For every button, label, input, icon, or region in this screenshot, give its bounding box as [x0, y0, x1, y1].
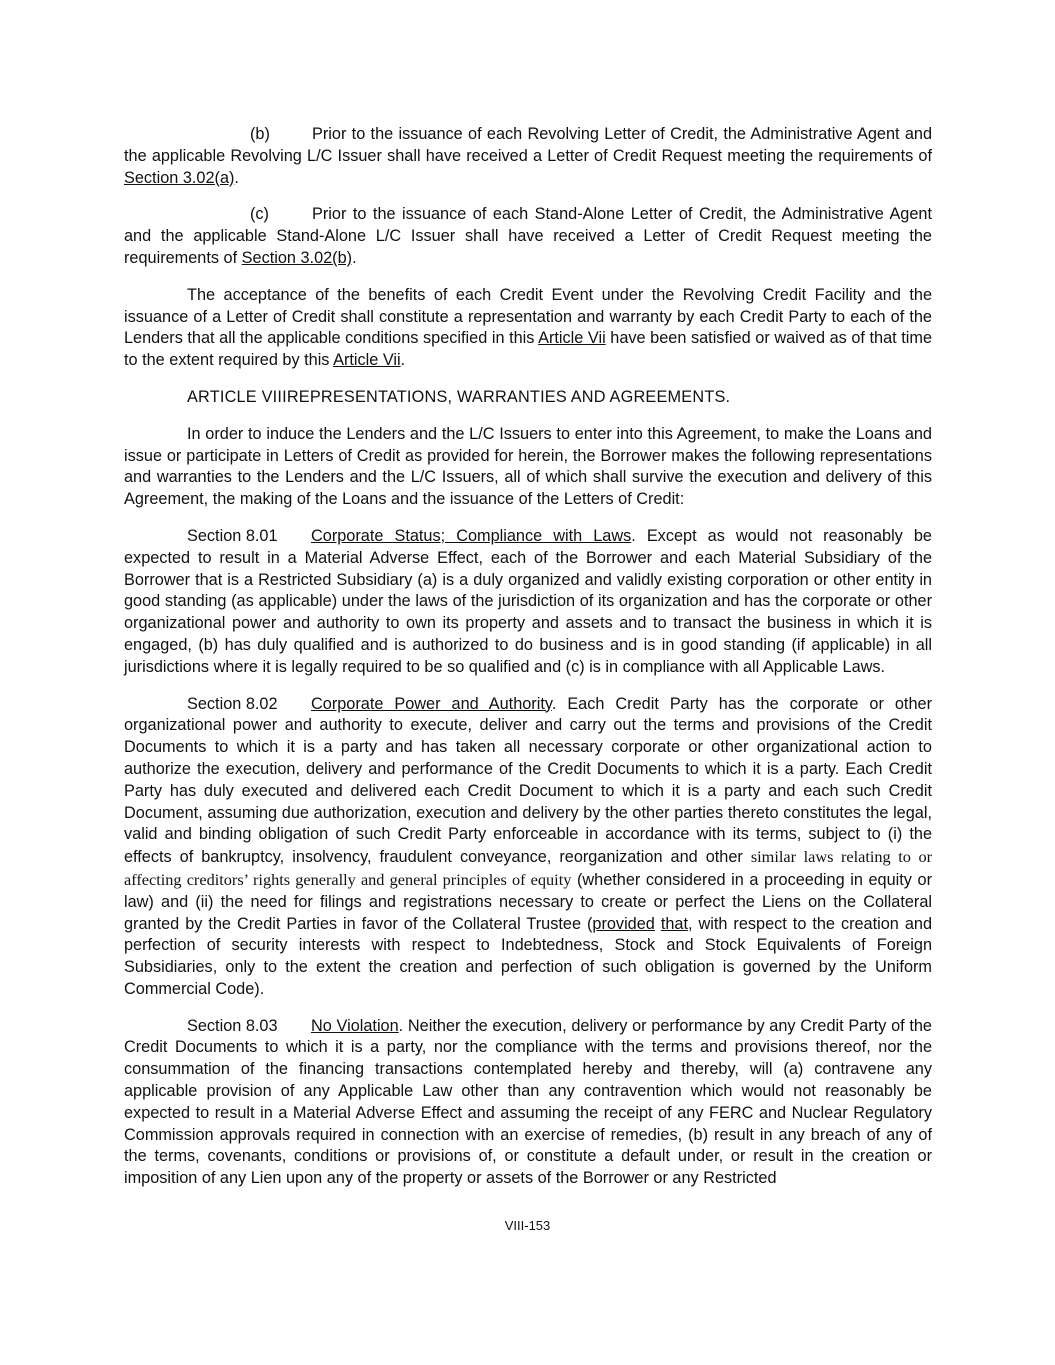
section-text: . Neither the execution, delivery or performance by any Credit Party of the Credit Documents to which it is a party, nor the compliance with the terms and provisions thereof, nor the consummation of the financing transactions contemplated hereby and thereby, will (a) contravene any applicable provision of any Applicable Law other than any contravention which would not reasonably be expected to result in a Material Adverse Effect and assuming the receipt of any FERC and Nuclear Regulatory Commission approvals required in connection with an exercise of remedies, (b) result in any breach of any of the terms, covenants, conditions or provisions of, or constitute a default under, or result in the creation or imposition of any Lien upon any of the property or assets of the Borrower or any Restricted	[124, 1016, 932, 1188]
section-number: Section 8.03	[187, 1016, 278, 1035]
section-text: . Except as would not reasonably be expected to result in a Material Adverse Effect, each of the Borrower and each Material Subsidiary of the Borrower that is a Restricted Subsidiary (a) is a duly organized and validly existing corporation or other entity in good standing (as applicable) under the laws of the jurisdiction of its organization and has the corporate or other organizational power and authority to own its property and assets and to transact the business in which it is engaged, (b) has duly qualified and is authorized to do business and is in good standing (if applicable) in all jurisdictions where it is legally required to be so qualified and (c) is in compliance with all Applicable Laws.	[124, 526, 932, 676]
section-8-01	[124, 526, 932, 679]
section-text-serif: similar laws relating to or affecting creditors’ rights generally and general principles of equity	[124, 847, 933, 889]
section-number: Section 8.02	[187, 694, 278, 713]
section-title: No Violation	[311, 1016, 399, 1035]
provided-term: provided	[592, 914, 655, 933]
document-page	[124, 124, 932, 1205]
paragraph-c: (c) Prior to the issuance of each Stand-Alone Letter of Credit, the Administrative Agent and the applicable Stand-Alone L/C Issuer shall have received a Letter of Credit Request meeting the requirements of Section 3.02(b).	[124, 205, 932, 267]
section-3-02a-reference: Section 3.02(a)	[124, 168, 235, 187]
paragraph-b: (b) Prior to the issuance of each Revolving Letter of Credit, the Administrative Agent and the applicable Revolving L/C Issuer shall have received a Letter of Credit Request meeting the requirements of Section 3.02(a).	[124, 125, 932, 187]
section-title: Corporate Power and Authority	[311, 694, 552, 713]
article-heading: ARTICLE VIIIREPRESENTATIONS, WARRANTIES AND AGREEMENTS.	[187, 387, 731, 406]
that-term: that	[660, 914, 689, 933]
acceptance-paragraph: The acceptance of the benefits of each Credit Event under the Revolving Credit Facility and the issuance of a Letter of Credit shall constitute a representation and warranty by each Credit Party to each of the Lenders that all the applicable conditions specified in this Article Vii have been satisfied or waived as of that time to the extent required by this Article Vii.	[124, 285, 932, 370]
section-text: . Each Credit Party has the corporate or other organizational power and authority to execute, deliver and carry out the terms and provisions of the Credit Documents to which it is a party and has taken all necessary corporate or other organizational action to authorize the execution, delivery and performance of the Credit Documents to which it is a party. Each Credit Party has duly executed and delivered each Credit Document to which it is a party and each such Credit Document, assuming due authorization, execution and delivery by the other parties thereto constitutes the legal, valid and binding obligation of such Credit Party enforceable in accordance with its terms, subject to (i) the effects of bankruptcy, insolvency, fraudulent conveyance, reorganization and other	[124, 694, 932, 867]
paragraph-c-text: Prior to the issuance of each Stand-Alone Letter of Credit, the Administrative Agent and the applicable Stand-Alone L/C Issuer shall have received a Letter of Credit Request meeting the requirements of	[124, 205, 932, 267]
section-8-02: Section 8.02 Corporate Power and Authority. Each Credit Party has the corporate or other organizational power and authority to execute, deliver and carry out the terms and provisions of the Credit Documents to which it is a party and has taken all necessary corporate or other organizational action to authorize the execution, delivery and performance of the Credit Documents to which it is a party. Each Credit Party has duly executed and delivered each Credit Document to which it is a party and each such Credit Document, assuming due authorization, execution and delivery by the other parties thereto constitutes the legal, valid and binding obligation of such Credit Party enforceable in accordance with its terms, subject to (i) the effects of bankruptcy, insolvency, fraudulent conveyance, reorganization and other similar laws relating to or affecting creditors’ rights generally and general principles of equity (whether considered in a proceeding in equity or law) and (ii) the need for filings and registrations necessary to create or perfect the Liens on the Collateral granted by the Credit Parties in favor of the Collateral Trustee (provided that, with respect to the creation and perfection of security interests with respect to Indebtedness, Stock and Stock Equivalents of Foreign Subsidiaries, only to the extent the creation and perfection of such obligation is governed by the Uniform Commercial Code).	[124, 694, 933, 998]
intro-paragraph: In order to induce the Lenders and the L/C Issuers to enter into this Agreement, to make the Loans and issue or participate in Letters of Credit as provided for herein, the Borrower makes the following representations and warranties to the Lenders and the L/C Issuers, all of which shall survive the execution and delivery of this Agreement, the making of the Loans and the issuance of the Letters of Credit:	[124, 424, 932, 509]
section-number: Section 8.01	[187, 526, 278, 545]
page-number: VIII-153	[504, 1218, 551, 1233]
article-vii-reference: Article Vii	[538, 329, 606, 348]
section-3-02b-reference: Section 3.02(b)	[241, 248, 353, 267]
paragraph-c-label: (c)	[250, 205, 269, 224]
section-8-03	[124, 1016, 932, 1190]
paragraph-b-text: Prior to the issuance of each Revolving Letter of Credit, the Administrative Agent and the applicable Revolving L/C Issuer shall have received a Letter of Credit Request meeting the requirements of	[124, 125, 932, 165]
paragraph-b-label: (b)	[250, 125, 270, 143]
section-title: Corporate Status; Compliance with Laws	[311, 526, 632, 545]
article-vii-reference: Article Vii	[333, 351, 401, 370]
